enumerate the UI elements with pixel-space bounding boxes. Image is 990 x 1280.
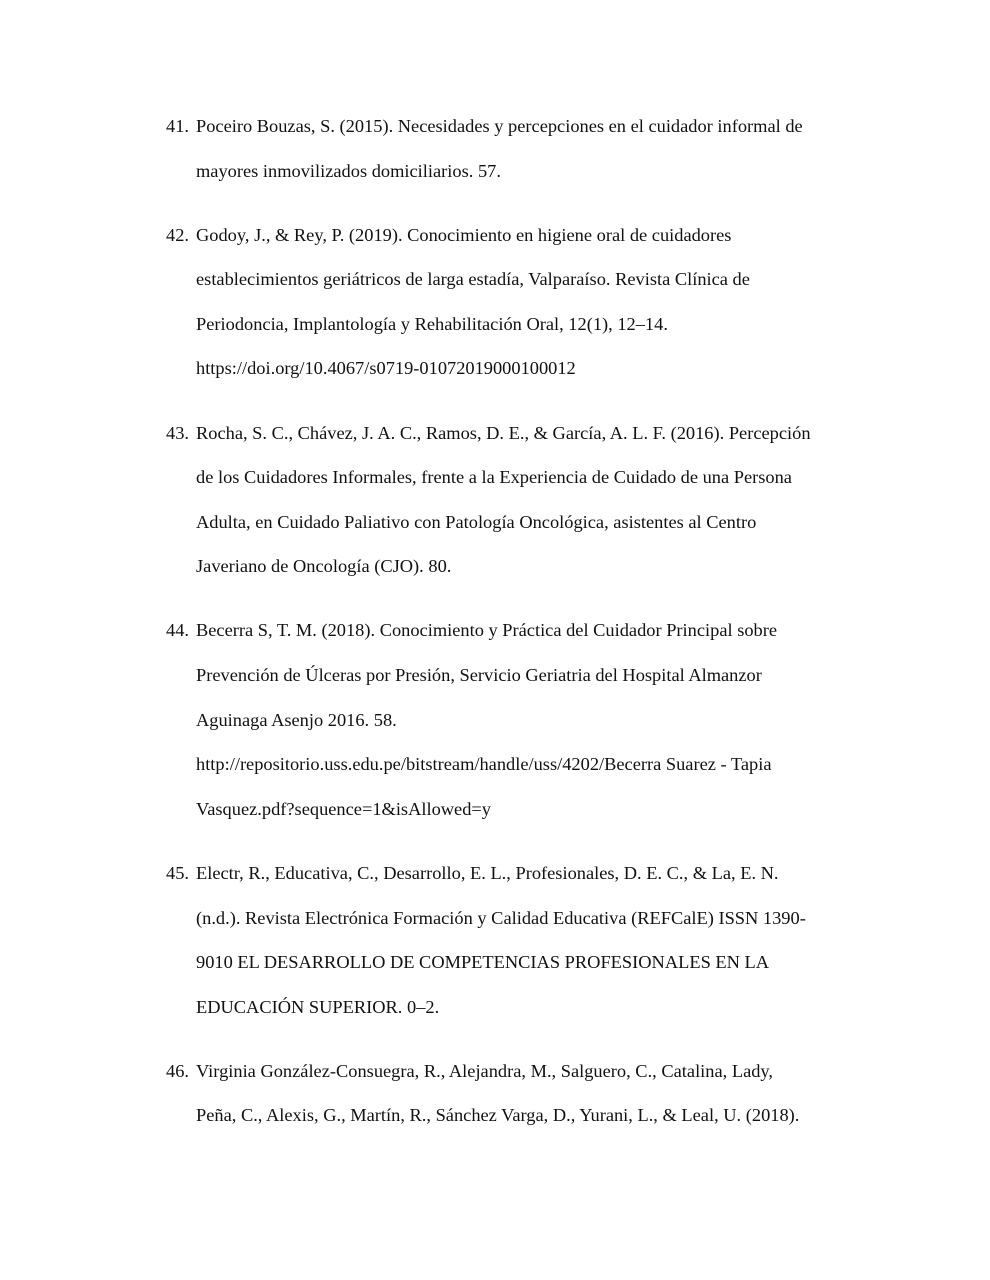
- reference-number: 41.: [166, 116, 189, 136]
- reference-number: 43.: [166, 422, 189, 443]
- reference-line: Adulta, en Cuidado Paliativo con Patología Oncológica, asistentes al Centro: [196, 511, 757, 532]
- reference-doi-link[interactable]: https://doi.org/10.4067/s0719-01072019000100012: [196, 358, 576, 379]
- reference-item-44: [166, 608, 856, 831]
- reference-list: [166, 104, 856, 1157]
- reference-line: Electr, R., Educativa, C., Desarrollo, E. L., Profesionales, D. E. C., & La, E. N.: [196, 862, 779, 883]
- reference-item-45: [166, 851, 856, 1029]
- reference-line: de los Cuidadores Informales, frente a la Experiencia de Cuidado de una Persona: [196, 467, 792, 488]
- reference-line: Virginia González-Consuegra, R., Alejandra, M., Salguero, C., Catalina, Lady,: [196, 1060, 774, 1081]
- reference-line: Javeriano de Oncología (CJO). 80.: [196, 556, 452, 577]
- reference-line: EDUCACIÓN SUPERIOR. 0–2.: [196, 996, 440, 1017]
- reference-line: Rocha, S. C., Chávez, J. A. C., Ramos, D. E., & García, A. L. F. (2016). Percepción: [196, 422, 811, 443]
- reference-url-link[interactable]: Vasquez.pdf?sequence=1&isAllowed=y: [196, 798, 491, 819]
- reference-line: Peña, C., Alexis, G., Martín, R., Sánchez Varga, D., Yurani, L., & Leal, U. (2018).: [196, 1105, 800, 1126]
- reference-item-43: [166, 411, 856, 589]
- reference-line: Poceiro Bouzas, S. (2015). Necesidades y percepciones en el cuidador informal de: [196, 116, 803, 136]
- reference-item-42: [166, 213, 856, 391]
- reference-url-link[interactable]: http://repositorio.uss.edu.pe/bitstream/handle/uss/4202/Becerra Suarez - Tapia: [196, 754, 772, 775]
- reference-number: 45.: [166, 862, 189, 883]
- reference-line: establecimientos geriátricos de larga estadía, Valparaíso. Revista Clínica de: [196, 269, 750, 290]
- reference-line: mayores inmovilizados domiciliarios. 57.: [196, 160, 501, 181]
- reference-number: 46.: [166, 1060, 189, 1081]
- reference-item-46: [166, 1049, 856, 1138]
- reference-line: Periodoncia, Implantología y Rehabilitación Oral, 12(1), 12–14.: [196, 313, 668, 334]
- reference-number: 44.: [166, 620, 189, 641]
- reference-line: Godoy, J., & Rey, P. (2019). Conocimiento en higiene oral de cuidadores: [196, 224, 732, 245]
- reference-line: 9010 EL DESARROLLO DE COMPETENCIAS PROFESIONALES EN LA: [196, 952, 770, 973]
- reference-line: Becerra S, T. M. (2018). Conocimiento y Práctica del Cuidador Principal sobre: [196, 620, 778, 641]
- reference-line: (n.d.). Revista Electrónica Formación y Calidad Educativa (REFCalE) ISSN 1390-: [196, 907, 806, 928]
- reference-number: 42.: [166, 224, 189, 245]
- reference-line: Aguinaga Asenjo 2016. 58.: [196, 709, 397, 730]
- reference-line: Prevención de Úlceras por Presión, Servicio Geriatria del Hospital Almanzor: [196, 665, 762, 686]
- reference-item-41: [166, 104, 856, 193]
